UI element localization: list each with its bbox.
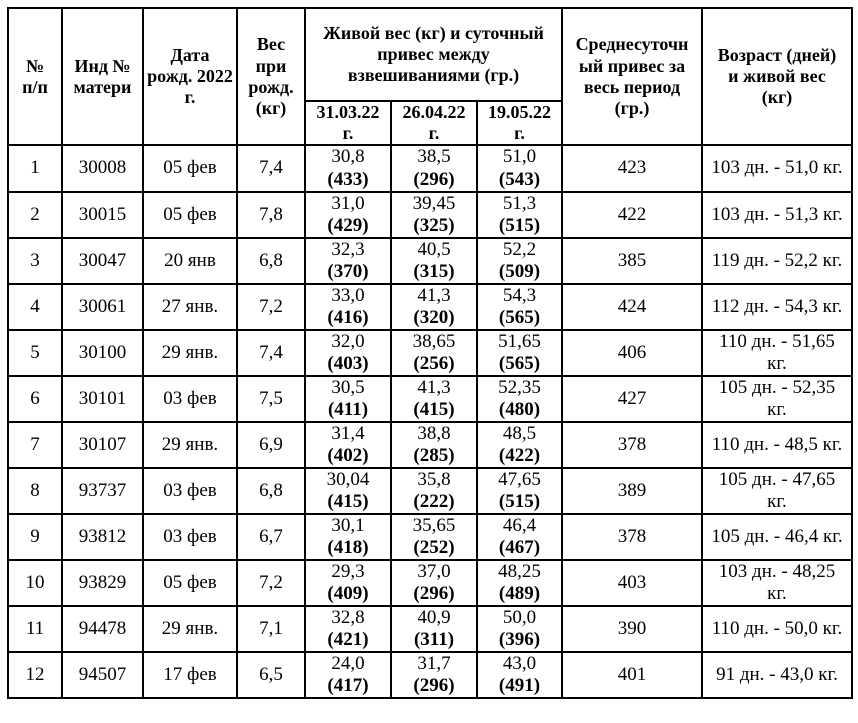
daily-gain-1: (402)	[327, 444, 369, 466]
table-row	[8, 284, 852, 330]
daily-gain-1: (409)	[327, 583, 369, 605]
cell-mother-id: 94507	[62, 652, 143, 698]
header-weigh-date-3: 19.05.22 г.	[477, 101, 562, 145]
cell-age-live-weight: 103 дн. - 48,25 кг.	[702, 560, 852, 606]
weight-value-2: 39,45	[412, 192, 456, 214]
cell-birth-weight: 7,4	[237, 145, 305, 191]
weight-value-1: 29,3	[331, 561, 365, 583]
table-row	[8, 652, 852, 698]
weight-value-2: 31,7	[417, 653, 451, 675]
header-age-live-weight: Возраст (дней) и живой вес (кг)	[702, 8, 852, 145]
daily-gain-2: (315)	[413, 260, 455, 282]
weight-value-1: 32,3	[331, 238, 365, 260]
cell-birth-date: 05 фев	[143, 192, 237, 238]
cell-mother-id: 30107	[62, 422, 143, 468]
weight-value-1: 31,4	[331, 422, 365, 444]
weight-value-1: 32,0	[331, 330, 365, 352]
cell-weight-2	[391, 606, 477, 652]
cell-weight-3	[477, 514, 562, 560]
cell-row-number: 9	[8, 514, 62, 560]
cell-row-number: 6	[8, 376, 62, 422]
cell-row-number: 8	[8, 468, 62, 514]
cell-mother-id: 30100	[62, 330, 143, 376]
cell-birth-weight: 6,5	[237, 652, 305, 698]
cell-weight-3	[477, 468, 562, 514]
cell-weight-2	[391, 376, 477, 422]
cell-birth-weight: 7,2	[237, 284, 305, 330]
daily-gain-3: (543)	[498, 168, 541, 190]
livestock-weight-table	[7, 7, 853, 699]
table-row	[8, 514, 852, 560]
weight-value-3: 51,0	[502, 146, 537, 168]
cell-mother-id: 30015	[62, 192, 143, 238]
cell-weight-3	[477, 422, 562, 468]
cell-birth-weight: 6,9	[237, 422, 305, 468]
daily-gain-2: (285)	[413, 444, 455, 466]
cell-birth-date: 05 фев	[143, 145, 237, 191]
daily-gain-3: (422)	[498, 444, 541, 466]
cell-birth-date: 27 янв.	[143, 284, 237, 330]
cell-weight-1	[305, 376, 391, 422]
cell-age-live-weight: 103 дн. - 51,3 кг.	[702, 192, 852, 238]
cell-weight-3	[477, 145, 562, 191]
cell-weight-3	[477, 606, 562, 652]
cell-avg-daily-gain: 423	[562, 145, 702, 191]
cell-weight-2	[391, 422, 477, 468]
cell-weight-2	[391, 468, 477, 514]
weight-value-2: 38,65	[412, 330, 456, 352]
cell-weight-1	[305, 238, 391, 284]
cell-weight-2	[391, 284, 477, 330]
cell-age-live-weight: 105 дн. - 46,4 кг.	[702, 514, 852, 560]
cell-age-live-weight: 91 дн. - 43,0 кг.	[702, 652, 852, 698]
cell-age-live-weight: 110 дн. - 50,0 кг.	[702, 606, 852, 652]
cell-weight-2	[391, 560, 477, 606]
daily-gain-3: (509)	[498, 260, 541, 282]
cell-weight-1	[305, 145, 391, 191]
daily-gain-1: (415)	[327, 490, 369, 512]
cell-weight-1	[305, 422, 391, 468]
cell-birth-date: 29 янв.	[143, 606, 237, 652]
weight-value-3: 46,4	[502, 514, 537, 536]
cell-birth-date: 03 фев	[143, 468, 237, 514]
cell-birth-date: 20 янв	[143, 238, 237, 284]
weight-value-3: 50,0	[502, 607, 537, 629]
cell-weight-1	[305, 330, 391, 376]
cell-mother-id: 30061	[62, 284, 143, 330]
cell-weight-1	[305, 192, 391, 238]
cell-avg-daily-gain: 403	[562, 560, 702, 606]
cell-row-number: 12	[8, 652, 62, 698]
weight-value-1: 30,1	[331, 514, 365, 536]
cell-weight-3	[477, 376, 562, 422]
cell-birth-weight: 6,7	[237, 514, 305, 560]
cell-birth-date: 29 янв.	[143, 330, 237, 376]
weight-value-2: 38,5	[417, 146, 451, 168]
daily-gain-3: (515)	[498, 490, 541, 512]
cell-age-live-weight: 119 дн. - 52,2 кг.	[702, 238, 852, 284]
weight-value-1: 24,0	[331, 653, 365, 675]
table-row	[8, 192, 852, 238]
cell-birth-date: 29 янв.	[143, 422, 237, 468]
cell-birth-weight: 7,8	[237, 192, 305, 238]
daily-gain-3: (565)	[498, 352, 541, 374]
cell-weight-3	[477, 330, 562, 376]
daily-gain-2: (325)	[413, 214, 455, 236]
weight-value-3: 47,65	[498, 468, 541, 490]
header-weigh-date-2: 26.04.22 г.	[391, 101, 477, 145]
daily-gain-2: (320)	[413, 306, 455, 328]
cell-avg-daily-gain: 390	[562, 606, 702, 652]
daily-gain-2: (252)	[413, 537, 455, 558]
cell-weight-3	[477, 192, 562, 238]
cell-age-live-weight: 105 дн. - 47,65 кг.	[702, 468, 852, 514]
daily-gain-3: (565)	[498, 306, 541, 328]
daily-gain-2: (296)	[413, 675, 455, 697]
table-body	[8, 145, 852, 698]
weight-value-3: 54,3	[502, 284, 537, 306]
cell-mother-id: 30101	[62, 376, 143, 422]
cell-birth-weight: 6,8	[237, 468, 305, 514]
weight-value-3: 51,3	[502, 192, 537, 214]
weight-value-3: 51,65	[498, 330, 541, 352]
weight-value-3: 48,25	[498, 561, 541, 583]
table-row	[8, 330, 852, 376]
cell-row-number: 4	[8, 284, 62, 330]
header-birth-weight: Вес при рожд. (кг)	[237, 8, 305, 145]
daily-gain-1: (418)	[327, 537, 369, 558]
cell-row-number: 7	[8, 422, 62, 468]
cell-avg-daily-gain: 378	[562, 422, 702, 468]
weight-value-3: 48,5	[502, 422, 537, 444]
cell-weight-1	[305, 468, 391, 514]
cell-avg-daily-gain: 378	[562, 514, 702, 560]
daily-gain-1: (433)	[327, 168, 369, 190]
daily-gain-3: (515)	[498, 214, 541, 236]
daily-gain-3: (396)	[498, 629, 541, 651]
header-weigh-date-1: 31.03.22 г.	[305, 101, 391, 145]
daily-gain-1: (429)	[327, 214, 369, 236]
daily-gain-3: (489)	[498, 583, 541, 605]
weight-value-2: 37,0	[417, 561, 451, 583]
header-row-number: № п/п	[8, 8, 62, 145]
weight-value-2: 40,5	[417, 238, 451, 260]
daily-gain-2: (296)	[413, 583, 455, 605]
cell-age-live-weight: 112 дн. - 54,3 кг.	[702, 284, 852, 330]
cell-age-live-weight: 105 дн. - 52,35 кг.	[702, 376, 852, 422]
cell-mother-id: 94478	[62, 606, 143, 652]
header-weights-group: Живой вес (кг) и суточный привес между взвешиваниями (гр.)	[305, 8, 562, 101]
table-row	[8, 238, 852, 284]
daily-gain-2: (415)	[413, 398, 455, 420]
cell-birth-weight: 7,1	[237, 606, 305, 652]
table-row	[8, 560, 852, 606]
cell-row-number: 5	[8, 330, 62, 376]
weight-value-2: 35,8	[417, 468, 451, 490]
cell-birth-date: 05 фев	[143, 560, 237, 606]
daily-gain-2: (222)	[413, 490, 455, 512]
cell-mother-id: 93829	[62, 560, 143, 606]
cell-avg-daily-gain: 424	[562, 284, 702, 330]
cell-birth-weight: 7,4	[237, 330, 305, 376]
weight-value-2: 38,8	[417, 422, 451, 444]
cell-weight-2	[391, 652, 477, 698]
daily-gain-1: (421)	[327, 629, 369, 651]
daily-gain-3: (467)	[498, 537, 541, 558]
cell-weight-2	[391, 238, 477, 284]
cell-birth-date: 03 фев	[143, 514, 237, 560]
daily-gain-1: (417)	[327, 675, 369, 697]
weight-value-1: 33,0	[331, 284, 365, 306]
daily-gain-1: (370)	[327, 260, 369, 282]
cell-avg-daily-gain: 389	[562, 468, 702, 514]
weight-value-2: 40,9	[417, 607, 451, 629]
weight-value-2: 35,65	[412, 514, 456, 536]
cell-weight-1	[305, 606, 391, 652]
cell-weight-2	[391, 192, 477, 238]
header-mother-id: Инд № матери	[62, 8, 143, 145]
cell-weight-2	[391, 330, 477, 376]
cell-row-number: 3	[8, 238, 62, 284]
daily-gain-2: (256)	[413, 352, 455, 374]
cell-avg-daily-gain: 406	[562, 330, 702, 376]
weight-value-1: 31,0	[331, 192, 365, 214]
cell-weight-2	[391, 145, 477, 191]
weight-value-2: 41,3	[417, 376, 451, 398]
cell-age-live-weight: 110 дн. - 48,5 кг.	[702, 422, 852, 468]
cell-row-number: 2	[8, 192, 62, 238]
cell-avg-daily-gain: 401	[562, 652, 702, 698]
table-row	[8, 468, 852, 514]
cell-birth-weight: 6,8	[237, 238, 305, 284]
daily-gain-1: (411)	[327, 398, 369, 420]
cell-birth-date: 03 фев	[143, 376, 237, 422]
cell-row-number: 10	[8, 560, 62, 606]
cell-avg-daily-gain: 385	[562, 238, 702, 284]
daily-gain-3: (491)	[498, 675, 541, 697]
cell-row-number: 11	[8, 606, 62, 652]
weight-value-3: 52,2	[502, 238, 537, 260]
cell-weight-1	[305, 284, 391, 330]
cell-row-number: 1	[8, 145, 62, 191]
weight-value-1: 30,8	[331, 146, 365, 168]
cell-avg-daily-gain: 422	[562, 192, 702, 238]
cell-weight-1	[305, 560, 391, 606]
cell-mother-id: 93812	[62, 514, 143, 560]
cell-weight-3	[477, 560, 562, 606]
cell-age-live-weight: 103 дн. - 51,0 кг.	[702, 145, 852, 191]
table-row	[8, 422, 852, 468]
cell-birth-date: 17 фев	[143, 652, 237, 698]
cell-mother-id: 30008	[62, 145, 143, 191]
weight-value-3: 52,35	[498, 376, 541, 398]
weight-value-1: 30,04	[326, 468, 370, 490]
daily-gain-1: (416)	[327, 306, 369, 328]
cell-mother-id: 93737	[62, 468, 143, 514]
table-row	[8, 145, 852, 191]
cell-weight-3	[477, 238, 562, 284]
cell-weight-2	[391, 514, 477, 560]
cell-weight-3	[477, 284, 562, 330]
weight-value-1: 32,8	[331, 607, 365, 629]
weight-value-1: 30,5	[331, 376, 365, 398]
cell-birth-weight: 7,5	[237, 376, 305, 422]
cell-birth-weight: 7,2	[237, 560, 305, 606]
header-avg-daily-gain: Среднесуточный привес за весь период (гр.)	[562, 8, 702, 145]
table-row	[8, 606, 852, 652]
daily-gain-3: (480)	[498, 398, 541, 420]
cell-weight-1	[305, 652, 391, 698]
cell-avg-daily-gain: 427	[562, 376, 702, 422]
header-birth-date: Дата рожд. 2022 г.	[143, 8, 237, 145]
weight-value-2: 41,3	[417, 284, 451, 306]
weight-value-3: 43,0	[502, 653, 537, 675]
cell-age-live-weight: 110 дн. - 51,65 кг.	[702, 330, 852, 376]
cell-weight-1	[305, 514, 391, 560]
daily-gain-2: (311)	[413, 629, 455, 651]
table-row	[8, 376, 852, 422]
daily-gain-2: (296)	[413, 168, 455, 190]
table-header	[8, 8, 852, 145]
daily-gain-1: (403)	[327, 352, 369, 374]
cell-weight-3	[477, 652, 562, 698]
cell-mother-id: 30047	[62, 238, 143, 284]
